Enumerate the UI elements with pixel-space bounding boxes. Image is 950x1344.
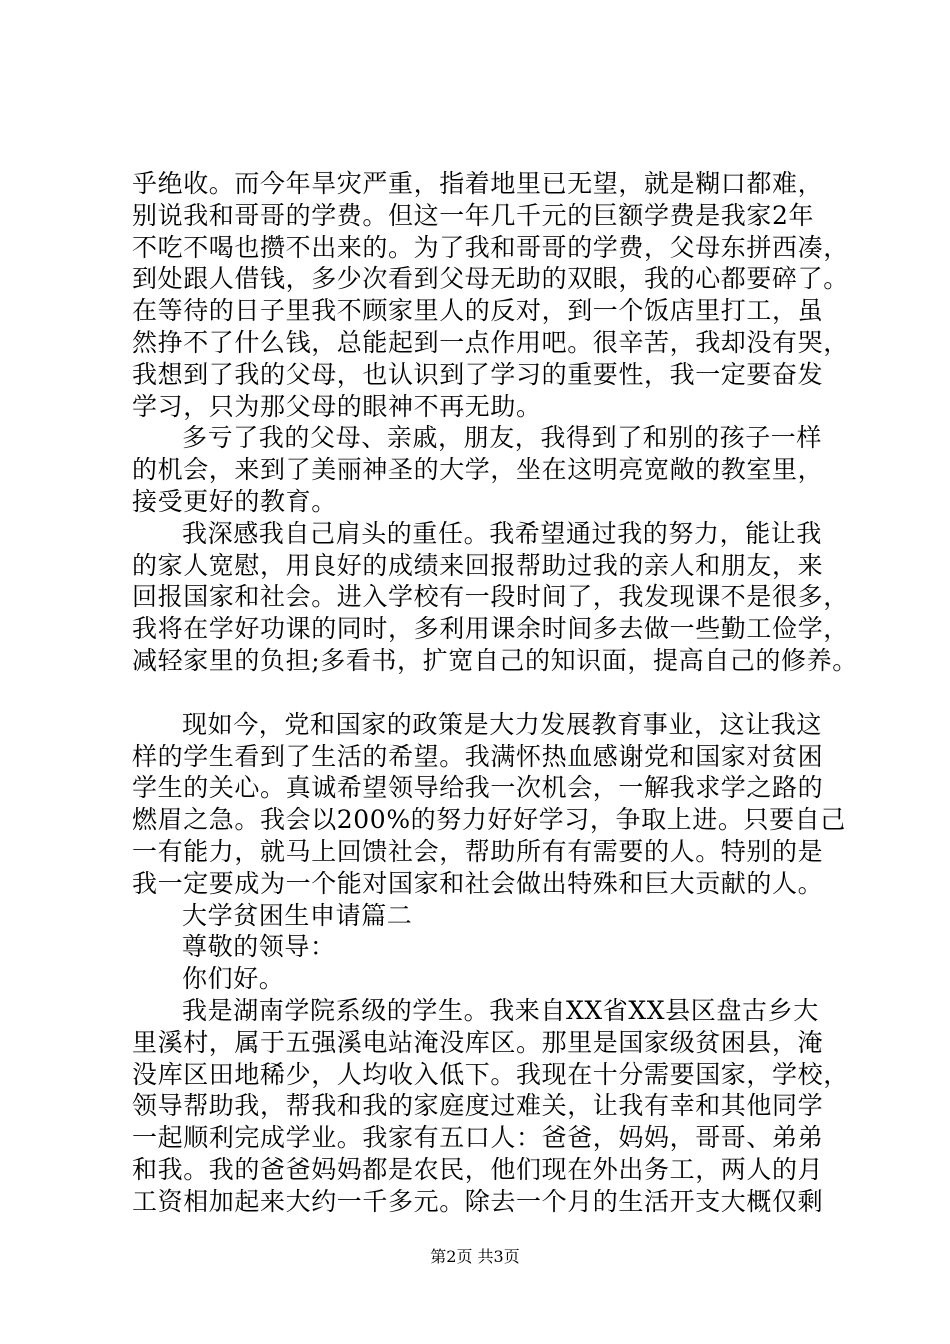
text-line: 里溪村，属于五强溪电站淹没库区。那里是国家级贫困县，淹 (132, 1027, 824, 1057)
text-line: 减轻家里的负担;多看书，扩宽自己的知识面，提高自己的修养。 (132, 645, 858, 675)
text-line: 现如今，党和国家的政策是大力发展教育事业，这让我这 (182, 709, 823, 739)
text-line: 领导帮助我，帮我和我的家庭度过难关，让我有幸和其他同学 (132, 1091, 824, 1121)
greeting: 你们好。 (182, 964, 285, 994)
text-line: 我想到了我的父母，也认识到了学习的重要性，我一定要奋发 (132, 359, 824, 389)
text-line: 的机会，来到了美丽神圣的大学，坐在这明亮宽敞的教室里， (132, 455, 824, 485)
text-line: 我将在学好功课的同时，多利用课余时间多去做一些勤工俭学， (132, 614, 849, 644)
text-line: 回报国家和社会。进入学校有一段时间了，我发现课不是很多， (132, 582, 849, 612)
section-heading: 大学贫困生申请篇二 (182, 900, 413, 930)
text-line: 不吃不喝也攒不出来的。为了我和哥哥的学费，父母东拼西凑， (132, 232, 849, 262)
text-line: 一起顺利完成学业。我家有五口人：爸爸，妈妈，哥哥、弟弟 (132, 1123, 824, 1153)
text-line: 没库区田地稀少，人均收入低下。我现在十分需要国家，学校， (132, 1059, 849, 1089)
text-line: 接受更好的教育。 (132, 486, 337, 516)
paragraph-gap (132, 677, 852, 709)
document-body (132, 168, 858, 1218)
text-line: 我一定要成为一个能对国家和社会做出特殊和巨大贡献的人。 (132, 868, 824, 898)
text-line: 的家人宽慰，用良好的成绩来回报帮助过我的亲人和朋友，来 (132, 550, 824, 580)
text-line: 样的学生看到了生活的希望。我满怀热血感谢党和国家对贫困 (132, 741, 824, 771)
text-line: 我深感我自己肩头的重任。我希望通过我的努力，能让我 (182, 518, 823, 548)
page-number-footer: 第2页 共3页 (430, 1247, 520, 1266)
text-line: 燃眉之急。我会以200%的努力好好学习，争取上进。只要自己 (132, 805, 846, 835)
text-line: 别说我和哥哥的学费。但这一年几千元的巨额学费是我家2年 (132, 200, 815, 230)
text-line: 多亏了我的父母、亲戚，朋友，我得到了和别的孩子一样 (182, 423, 823, 453)
text-line: 乎绝收。而今年旱灾严重，指着地里已无望，就是糊口都难， (132, 169, 824, 198)
salutation: 尊敬的领导： (182, 932, 336, 962)
text-line: 学习，只为那父母的眼神不再无助。 (132, 391, 542, 421)
text-line: 我是湖南学院系级的学生。我来自XX省XX县区盘古乡大 (182, 995, 819, 1025)
text-line: 工资相加起来大约一千多元。除去一个月的生活开支大概仅剩 (132, 1186, 824, 1216)
text-line: 到处跟人借钱，多少次看到父母无助的双眼，我的心都要碎了。 (132, 264, 849, 294)
text-line: 一有能力，就马上回馈社会，帮助所有有需要的人。特别的是 (132, 836, 824, 866)
text-line: 在等待的日子里我不顾家里人的反对，到一个饭店里打工，虽 (132, 296, 824, 326)
text-line: 和我。我的爸爸妈妈都是农民，他们现在外出务工，两人的月 (132, 1154, 824, 1184)
text-line: 学生的关心。真诚希望领导给我一次机会，一解我求学之路的 (132, 773, 824, 803)
text-line: 然挣不了什么钱，总能起到一点作用吧。很辛苦，我却没有哭， (132, 327, 849, 357)
